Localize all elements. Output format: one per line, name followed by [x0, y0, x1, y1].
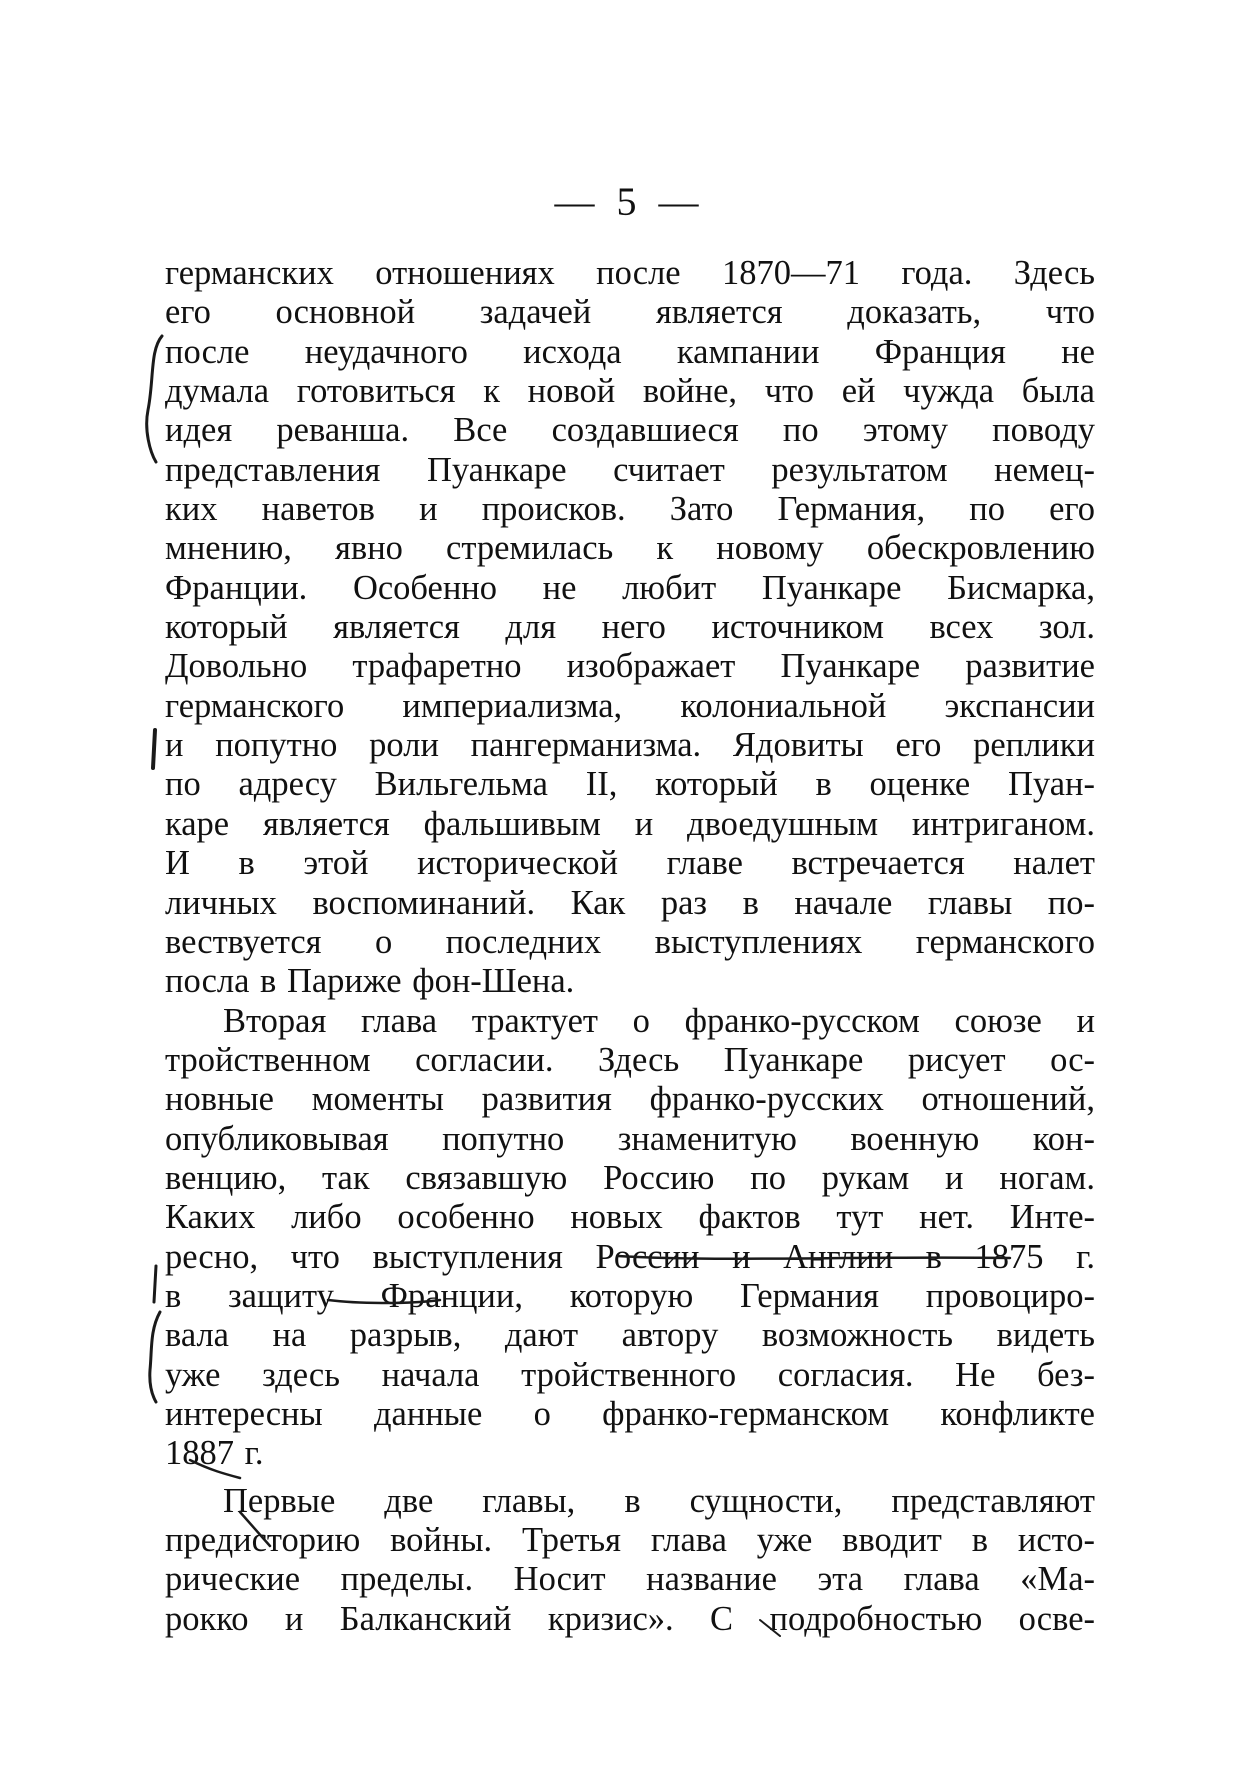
text-line: Первые две главы, в сущности, представляют	[223, 1481, 1095, 1520]
text-line: Каких либо особенно новых фактов тут нет. Инте-	[165, 1198, 1095, 1237]
text-line: германских отношениях после 1870—71 года. Здесь	[165, 254, 1095, 292]
text-line: германского империализма, колониальной экспансии	[165, 686, 1095, 725]
text-line: ресно, что выступления России и Англии в 1875 г.	[165, 1237, 1095, 1276]
margin-bar-mark	[153, 730, 155, 768]
text-line: рические пределы. Носит название эта глава «Ма-	[165, 1560, 1095, 1599]
text-line: и попутно роли пангерманизма. Ядовиты его реплики	[165, 726, 1095, 765]
text-line: который является для него источником всех зол.	[165, 608, 1095, 647]
text-line: Франции. Особенно не любит Пуанкаре Бисмарка,	[165, 568, 1095, 607]
text-line: рокко и Балканский кризис». С подробностью осве-	[165, 1599, 1095, 1638]
text-line: венцию, так связавшую Россию по рукам и ногам.	[165, 1158, 1095, 1197]
text-line: мнению, явно стремилась к новому обескровлению	[165, 529, 1095, 568]
text-line: после неудачного исхода кампании Франция не	[165, 332, 1095, 371]
text-line: ких наветов и происков. Зато Германия, по его	[165, 490, 1095, 529]
text-line: по адресу Вильгельма II, который в оценке Пуан-	[165, 765, 1095, 804]
text-line: опубликовывая попутно знаменитую военную кон-	[165, 1119, 1095, 1158]
paragraph-2	[165, 1002, 1095, 1474]
text-line: каре является фальшивым и двоедушным интриганом.	[165, 804, 1095, 843]
page-text	[165, 254, 1095, 1639]
text-line: 1887 г.	[165, 1434, 264, 1473]
text-line: представления Пуанкаре считает результатом немец-	[165, 450, 1095, 489]
text-line: вала на разрыв, дают автору возможность видеть	[165, 1316, 1095, 1355]
text-line: личных воспоминаний. Как раз в начале главы по-	[165, 883, 1095, 922]
text-line: интересны данные о франко-германском конфликте	[165, 1394, 1095, 1433]
text-line: новные моменты развития франко-русских отношений,	[165, 1080, 1095, 1119]
text-line: И в этой исторической главе встречается налет	[165, 844, 1095, 883]
margin-bracket-mark	[147, 336, 162, 462]
text-line: идея реванша. Все создавшиеся по этому поводу	[165, 411, 1095, 450]
margin-bracket-mark	[150, 1312, 160, 1402]
text-line: вествуется о последних выступлениях германского	[165, 922, 1095, 961]
text-line: Вторая глава трактует о франко-русском союзе и	[223, 1001, 1095, 1040]
margin-bar-mark	[154, 1266, 156, 1302]
text-line: предисторию войны. Третья глава уже вводит в исто-	[165, 1521, 1095, 1559]
text-line: посла в Париже фон-Шена.	[165, 962, 575, 1001]
paragraph-1	[165, 254, 1095, 1002]
paragraph-3	[165, 1482, 1095, 1639]
text-line: Довольно трафаретно изображает Пуанкаре развитие	[165, 647, 1095, 686]
text-line: уже здесь начала тройственного согласия. Не без-	[165, 1355, 1095, 1394]
text-line: в защиту Франции, которую Германия провоциро-	[165, 1276, 1095, 1315]
text-line: тройственном согласии. Здесь Пуанкаре рисует ос-	[165, 1040, 1095, 1079]
text-line: думала готовиться к новой войне, что ей чужда была	[165, 372, 1095, 411]
text-line: его основной задачей является доказать, что	[165, 293, 1095, 332]
page-number: — 5 —	[554, 179, 705, 224]
